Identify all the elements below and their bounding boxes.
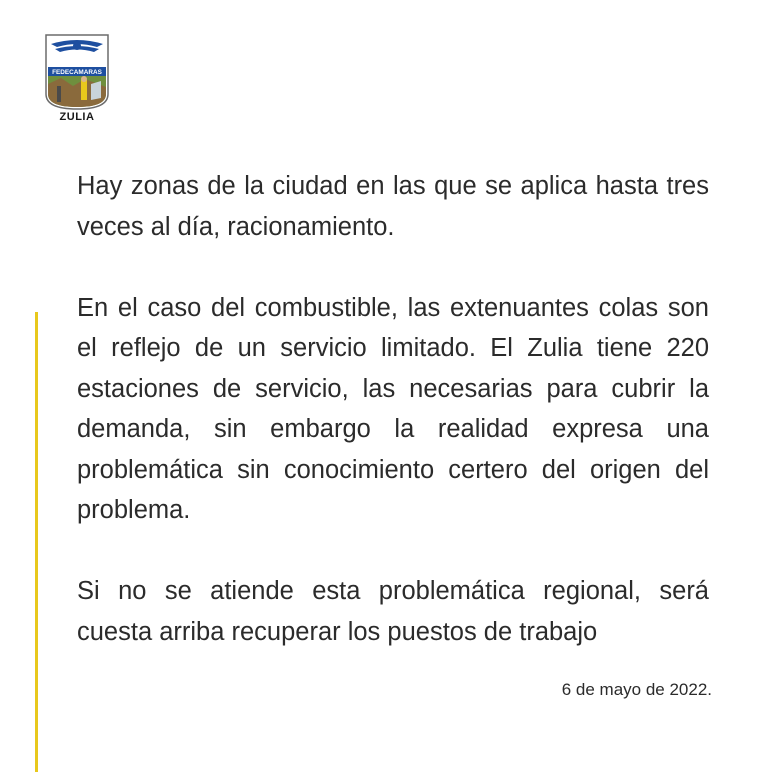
paragraph-rationing: Hay zonas de la ciudad en las que se aplica hasta tres veces al día, racionamiento. [77, 172, 709, 241]
fedecamaras-logo [45, 34, 109, 110]
statement-date: 6 de mayo de 2022. [561, 680, 712, 699]
logo-caption: ZULIA [59, 111, 95, 123]
paragraph-fuel: En el caso del combustible, las extenuantes colas son el reflejo de un servicio limitado. El Zulia tiene 220 estaciones de servicio, las necesarias para cubrir la demanda, sin embargo la realidad expresa una problemática sin conocimiento certero del origen del problema. [77, 293, 709, 524]
accent-line [35, 312, 38, 772]
statement-body [77, 166, 709, 693]
paragraph-conclusion: Si no se atiende esta problemática regional, será cuesta arriba recuperar los puestos de trabajo [77, 577, 709, 646]
logo-emblem-text: FEDECAMARAS [52, 69, 102, 76]
